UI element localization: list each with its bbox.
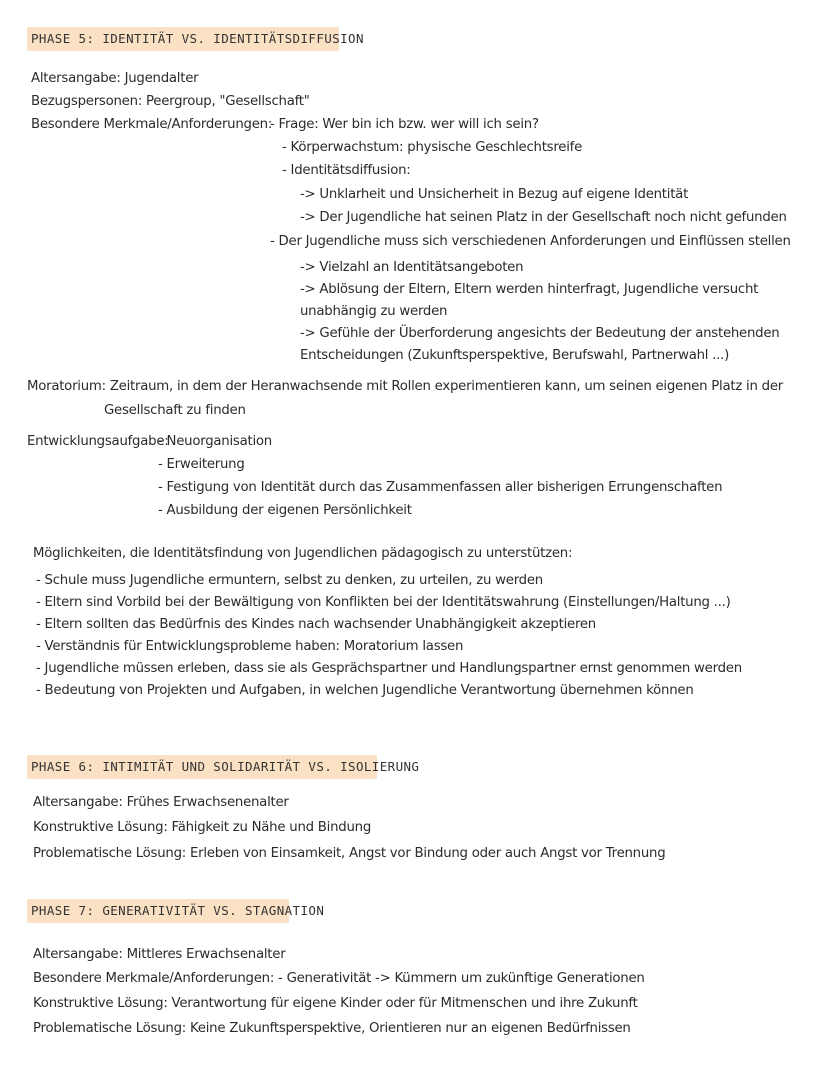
phase5-feature-4a: -> Vielzahl an Identitätsangeboten bbox=[300, 260, 524, 275]
phase5-feature-4c-line1: -> Gefühle der Überforderung angesichts der Bedeutung der anstehenden bbox=[300, 326, 780, 341]
phase5-feature-4b-line2: unabhängig zu werden bbox=[300, 304, 448, 319]
phase5-feature-4: - Der Jugendliche muss sich verschiedenen Anforderungen und Einflüssen stellen bbox=[270, 234, 791, 249]
phase5-feature-4c-line2: Entscheidungen (Zukunftsperspektive, Berufswahl, Partnerwahl ...) bbox=[300, 348, 730, 363]
phase5-task-4: - Ausbildung der eigenen Persönlichkeit bbox=[158, 503, 412, 518]
phase5-support-intro: Möglichkeiten, die Identitätsfindung von Jugendlichen pädagogisch zu unterstützen: bbox=[33, 546, 573, 561]
phase5-heading: PHASE 5: IDENTITÄT VS. IDENTITÄTSDIFFUSION bbox=[31, 31, 364, 46]
phase5-moratorium-line2: Gesellschaft zu finden bbox=[104, 403, 246, 418]
phase5-task-3: - Festigung von Identität durch das Zusammenfassen aller bisherigen Errungenschaften bbox=[158, 480, 723, 495]
phase5-feature-2: - Körperwachstum: physische Geschlechtsreife bbox=[282, 140, 583, 155]
phase7-age: Altersangabe: Mittleres Erwachsenalter bbox=[33, 947, 286, 962]
phase5-support-3: - Eltern sollten das Bedürfnis des Kindes nach wachsender Unabhängigkeit akzeptieren bbox=[36, 617, 596, 632]
phase7-heading: PHASE 7: GENERATIVITÄT VS. STAGNATION bbox=[31, 903, 325, 918]
phase6-constructive: Konstruktive Lösung: Fähigkeit zu Nähe und Bindung bbox=[33, 820, 372, 835]
phase6-heading: PHASE 6: INTIMITÄT UND SOLIDARITÄT VS. ISOLIERUNG bbox=[31, 759, 420, 774]
phase5-support-2: - Eltern sind Vorbild bei der Bewältigung von Konflikten bei der Identitätswahrung (Einstellungen/Haltung ...) bbox=[36, 595, 731, 610]
phase5-feature-3a: -> Unklarheit und Unsicherheit in Bezug auf eigene Identität bbox=[300, 187, 689, 202]
phase5-references: Bezugspersonen: Peergroup, "Gesellschaft" bbox=[31, 94, 310, 109]
phase5-feature-4b-line1: -> Ablösung der Eltern, Eltern werden hinterfragt, Jugendliche versucht bbox=[300, 282, 759, 297]
phase5-support-1: - Schule muss Jugendliche ermuntern, selbst zu denken, zu urteilen, zu werden bbox=[36, 573, 543, 588]
phase5-feature-3b: -> Der Jugendliche hat seinen Platz in der Gesellschaft noch nicht gefunden bbox=[300, 210, 787, 225]
phase5-support-5: - Jugendliche müssen erleben, dass sie als Gesprächspartner und Handlungspartner ernst genommen werden bbox=[36, 661, 742, 676]
phase5-feature-1: - Frage: Wer bin ich bzw. wer will ich sein? bbox=[270, 117, 539, 132]
phase7-problematic: Problematische Lösung: Keine Zukunftsperspektive, Orientieren nur an eigenen Bedürfnissen bbox=[33, 1021, 631, 1036]
phase5-tasks-label: Entwicklungsaufgabe: bbox=[27, 434, 169, 449]
phase5-age: Altersangabe: Jugendalter bbox=[31, 71, 199, 86]
phase5-features-label: Besondere Merkmale/Anforderungen: bbox=[31, 117, 273, 132]
phase7-constructive: Konstruktive Lösung: Verantwortung für eigene Kinder oder für Mitmenschen und ihre Zukunft bbox=[33, 996, 638, 1011]
phase5-support-6: - Bedeutung von Projekten und Aufgaben, in welchen Jugendliche Verantwortung übernehmen können bbox=[36, 683, 694, 698]
phase6-age: Altersangabe: Frühes Erwachsenenalter bbox=[33, 795, 289, 810]
phase5-moratorium-line1: Moratorium: Zeitraum, in dem der Heranwachsende mit Rollen experimentieren kann, um seinen eigenen Platz in der bbox=[27, 379, 783, 394]
phase5-support-4: - Verständnis für Entwicklungsprobleme haben: Moratorium lassen bbox=[36, 639, 464, 654]
phase5-task-1: - Neuorganisation bbox=[158, 434, 272, 449]
phase5-task-2: - Erweiterung bbox=[158, 457, 245, 472]
phase5-feature-3: - Identitätsdiffusion: bbox=[282, 163, 411, 178]
phase7-features: Besondere Merkmale/Anforderungen: - Generativität -> Kümmern um zukünftige Generationen bbox=[33, 971, 645, 986]
phase6-problematic: Problematische Lösung: Erleben von Einsamkeit, Angst vor Bindung oder auch Angst vor Trennung bbox=[33, 846, 666, 861]
